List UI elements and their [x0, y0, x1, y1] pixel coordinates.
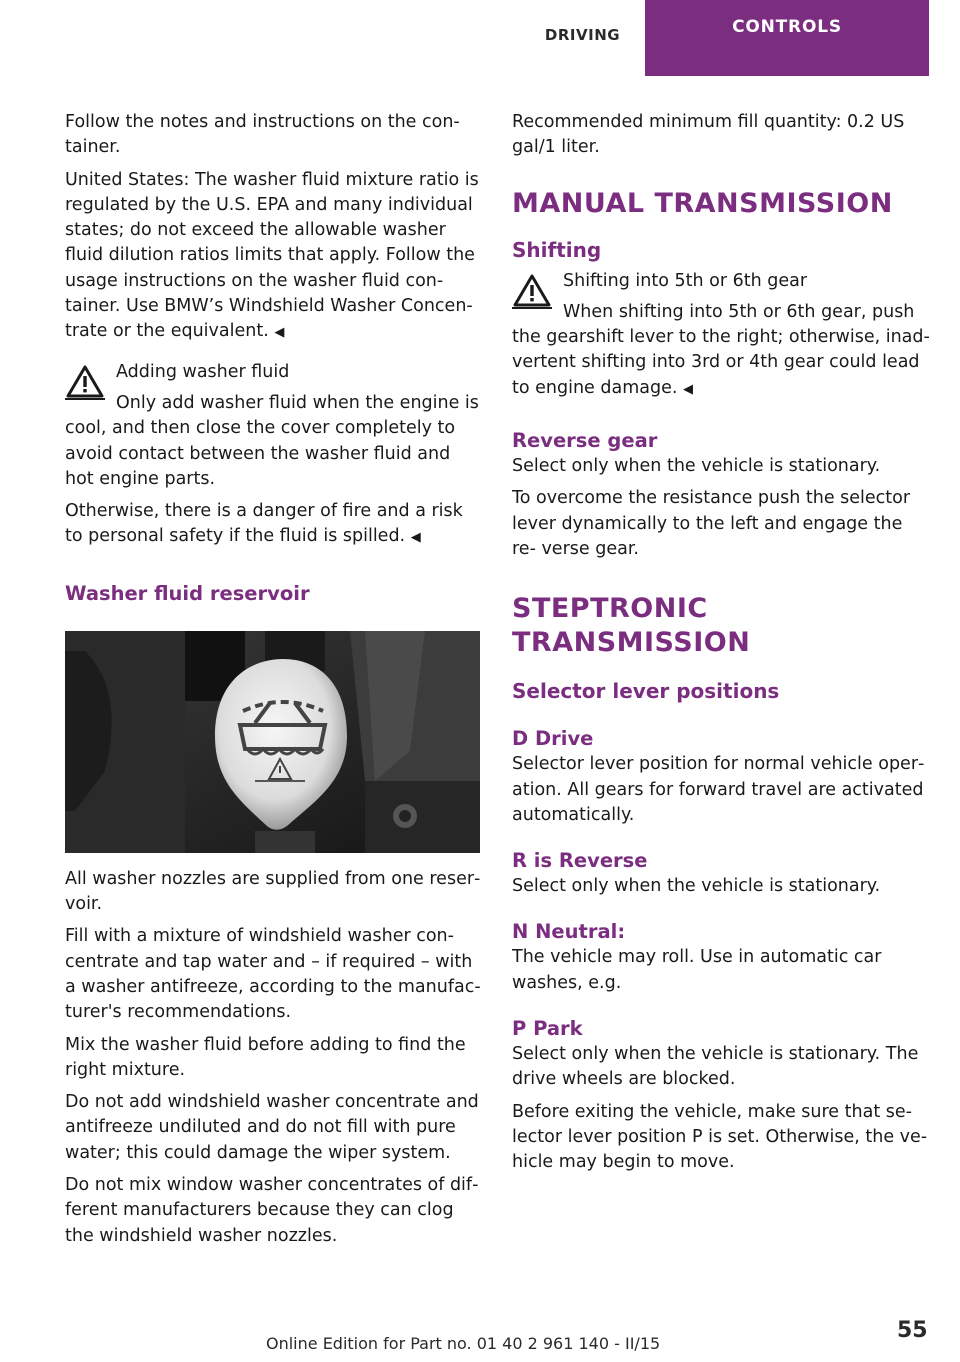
paragraph: Select only when the vehicle is stationary.: [512, 876, 881, 897]
paragraph: Select only when the vehicle is stationary.: [512, 456, 881, 477]
subsection-heading: N Neutral:: [512, 920, 626, 944]
warning-triangle-icon: [512, 273, 552, 309]
header-tab-underline: [667, 52, 907, 76]
section-heading: Selector lever positions: [512, 679, 780, 704]
paragraph: Do not mix window washer concentrates of dif‐ ferent manufacturers because they can clog the windshield washer nozzles.: [65, 1175, 479, 1246]
paragraph: Selector lever position for normal vehicle oper‐ ation. All gears for forward travel are activated automatically.: [512, 754, 925, 825]
paragraph: Follow the notes and instructions on the con‐ tainer.: [65, 112, 460, 158]
warning-title: Adding washer fluid: [116, 361, 290, 382]
right-column: [512, 110, 930, 1183]
paragraph: To overcome the resistance push the selector lever dynamically to the left and engage the re‐ verse gear.: [512, 488, 911, 559]
subsection-heading: D Drive: [512, 727, 594, 751]
chapter-heading: STEPTRONIC TRANSMISSION: [512, 593, 751, 659]
paragraph: Fill with a mixture of windshield washer con‐ centrate and tap water and – if required – with a washer antifreeze, according to the manufac‐ turer's recommendations.: [65, 926, 481, 1023]
end-mark: ◀: [410, 530, 421, 546]
paragraph: Recommended minimum fill quantity: 0.2 US gal/1 liter.: [512, 112, 905, 158]
warning-title: Shifting into 5th or 6th gear: [563, 270, 808, 291]
warning-text: cool, and then close the cover completely to avoid contact between the washer fluid and hot engine parts.: [65, 418, 456, 489]
footer-edition-text: Online Edition for Part no. 01 40 2 961 140 - II/15: [266, 1334, 661, 1353]
paragraph: All washer nozzles are supplied from one reser‐ voir.: [65, 868, 481, 915]
header-tab-label: CONTROLS: [732, 16, 842, 37]
warning-line: When shifting into 5th or 6th gear, push: [563, 301, 915, 322]
section-heading: Shifting: [512, 237, 602, 262]
paragraph: Do not add windshield washer concentrate and antifreeze undiluted and do not fill with pure water; this could damage the wiper system.: [65, 1092, 479, 1163]
end-mark: ◀: [683, 381, 693, 397]
paragraph: Before exiting the vehicle, make sure that se‐ lector lever position P is set. Otherwise, the ve‐ hicle may begin to move.: [512, 1101, 928, 1173]
paragraph: Select only when the vehicle is stationary. The drive wheels are blocked.: [512, 1044, 919, 1090]
page-footer: [0, 1318, 960, 1362]
warning-block: [65, 360, 483, 492]
reservoir-cap-image: [65, 631, 480, 853]
paragraph: Otherwise, there is a danger of fire and a risk to personal safety if the fluid is spilled. ◀: [65, 501, 463, 547]
warning-line: Only add washer fluid when the engine is: [116, 392, 479, 413]
paragraph: United States: The washer fluid mixture ratio is regulated by the U.S. EPA and many individual states; do not exceed the allowable washer fluid dilution ratios limits that apply. Follow the usage instructions on the washer fluid con‐ tainer. Use BMW’s Windshield Washer Concen‐ trate or the equivalent. ◀: [65, 169, 479, 342]
chapter-heading: MANUAL TRANSMISSION: [512, 187, 893, 219]
header-section: [520, 0, 645, 76]
end-mark: ◀: [274, 325, 285, 341]
subsection-heading: P Park: [512, 1017, 583, 1041]
warning-block: [512, 269, 930, 402]
paragraph: Mix the washer fluid before adding to find the right mixture.: [65, 1034, 466, 1080]
left-column: [65, 110, 483, 1256]
paragraph: The vehicle may roll. Use in automatic car washes, e.g.: [512, 947, 882, 993]
washer-reservoir-photo: [65, 631, 480, 853]
warning-text: the gearshift lever to the right; otherwise, inad‐ vertent shifting into 3rd or 4th gear could lead to engine damage. ◀: [512, 327, 930, 398]
header-section-label: DRIVING: [544, 26, 621, 44]
section-heading: Washer fluid reservoir: [65, 581, 310, 605]
warning-triangle-icon: [65, 364, 105, 400]
page-number: 55: [897, 1318, 928, 1343]
subsection-heading: R is Reverse: [512, 849, 648, 873]
subsection-heading: Reverse gear: [512, 429, 658, 453]
